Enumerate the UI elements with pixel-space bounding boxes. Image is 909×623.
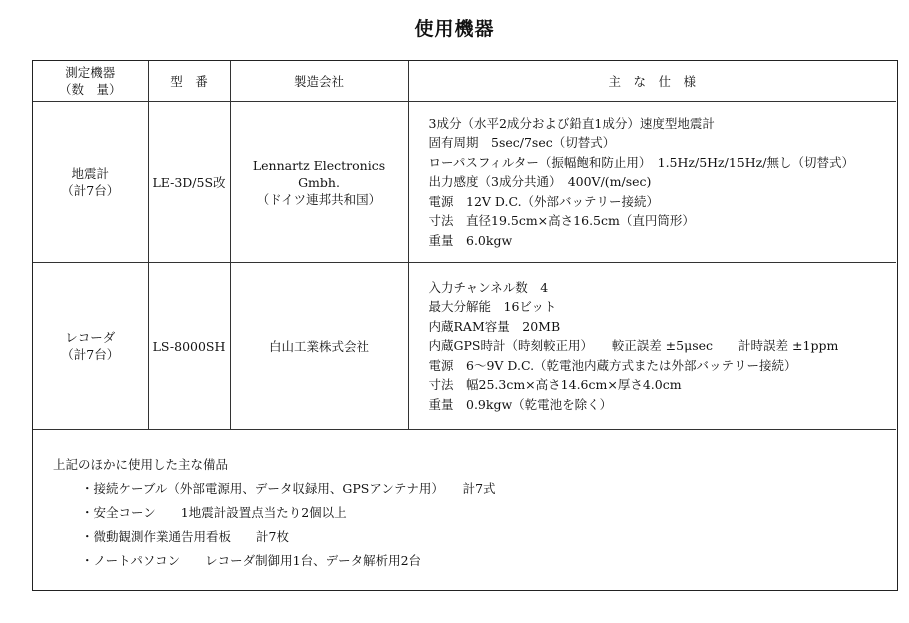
header-quantity-label: （数 量）: [58, 82, 122, 97]
equipment-table: [33, 61, 896, 430]
instrument-name: 地震計: [71, 166, 109, 181]
spec-line: 固有周期 5sec/7sec（切替式）: [428, 135, 616, 151]
spec-line: 電源 6～9V D.C.（乾電池内蔵方式または外部バッテリー接続）: [428, 357, 797, 373]
spec-line: 3成分（水平2成分および鉛直1成分）速度型地震計: [428, 115, 715, 131]
additional-equipment-notes: [53, 453, 873, 573]
spec-line: 重量 6.0kgw: [428, 232, 513, 248]
maker-cell: [230, 263, 408, 430]
model-cell: LE-3D/5S改: [148, 102, 230, 263]
notes-heading: 上記のほかに使用した主な備品: [53, 457, 229, 472]
page-title: 使用機器: [414, 18, 495, 40]
header-specs: 主 な 仕 様: [408, 61, 896, 102]
equipment-frame: [32, 60, 898, 591]
instrument-cell: [33, 263, 148, 430]
maker-name: 白山工業株式会社: [268, 338, 369, 354]
header-maker: 製造会社: [230, 61, 408, 102]
spec-line: 最大分解能 16ビット: [428, 299, 557, 315]
spec-line: ローパスフィルター（振幅飽和防止用） 1.5Hz/5Hz/15Hz/無し（切替式）: [428, 154, 854, 170]
instrument-count: （計7台）: [61, 347, 120, 362]
spec-line: 出力感度（3成分共通） 400V/(m/sec): [428, 174, 652, 190]
spec-line: 電源 12V D.C.（外部バッテリー接続）: [428, 193, 660, 209]
list-item: ・微動観測作業通告用看板 計7枚: [81, 529, 289, 544]
spec-line: 重量 0.9kgw（乾電池を除く）: [428, 396, 613, 412]
specs-cell: [408, 102, 896, 263]
specs-cell: [408, 263, 896, 430]
list-item: ・接続ケーブル（外部電源用、データ収録用、GPSアンテナ用） 計7式: [81, 481, 496, 496]
table-row-recorder: [33, 263, 896, 430]
spec-line: 寸法 直径19.5cm×高さ16.5cm（直円筒形）: [428, 213, 695, 229]
header-instrument: [33, 61, 148, 102]
maker-country: （ドイツ連邦共和国）: [256, 191, 382, 207]
table-header-row: [33, 61, 896, 102]
instrument-name: レコーダ: [65, 330, 116, 345]
header-model: 型 番: [148, 61, 230, 102]
maker-cell: [230, 102, 408, 263]
instrument-count: （計7台）: [61, 183, 120, 198]
model-cell: LS-8000SH: [148, 263, 230, 430]
header-instrument-label: 測定機器: [65, 65, 116, 80]
spec-line: 内蔵GPS時計（時刻較正用） 較正誤差 ±5μsec 計時誤差 ±1ppm: [428, 338, 839, 354]
table-row-seismometer: [33, 102, 896, 263]
maker-name: Lennartz Electronics Gmbh.: [252, 157, 386, 190]
spec-line: 入力チャンネル数 4: [428, 279, 549, 295]
list-item: ・ノートパソコン レコーダ制御用1台、データ解析用2台: [81, 553, 422, 568]
spec-line: 内蔵RAM容量 20MB: [428, 318, 561, 334]
instrument-cell: [33, 102, 148, 263]
list-item: ・安全コーン 1地震計設置点当たり2個以上: [81, 505, 347, 520]
spec-line: 寸法 幅25.3cm×高さ14.6cm×厚さ4.0cm: [428, 377, 682, 393]
